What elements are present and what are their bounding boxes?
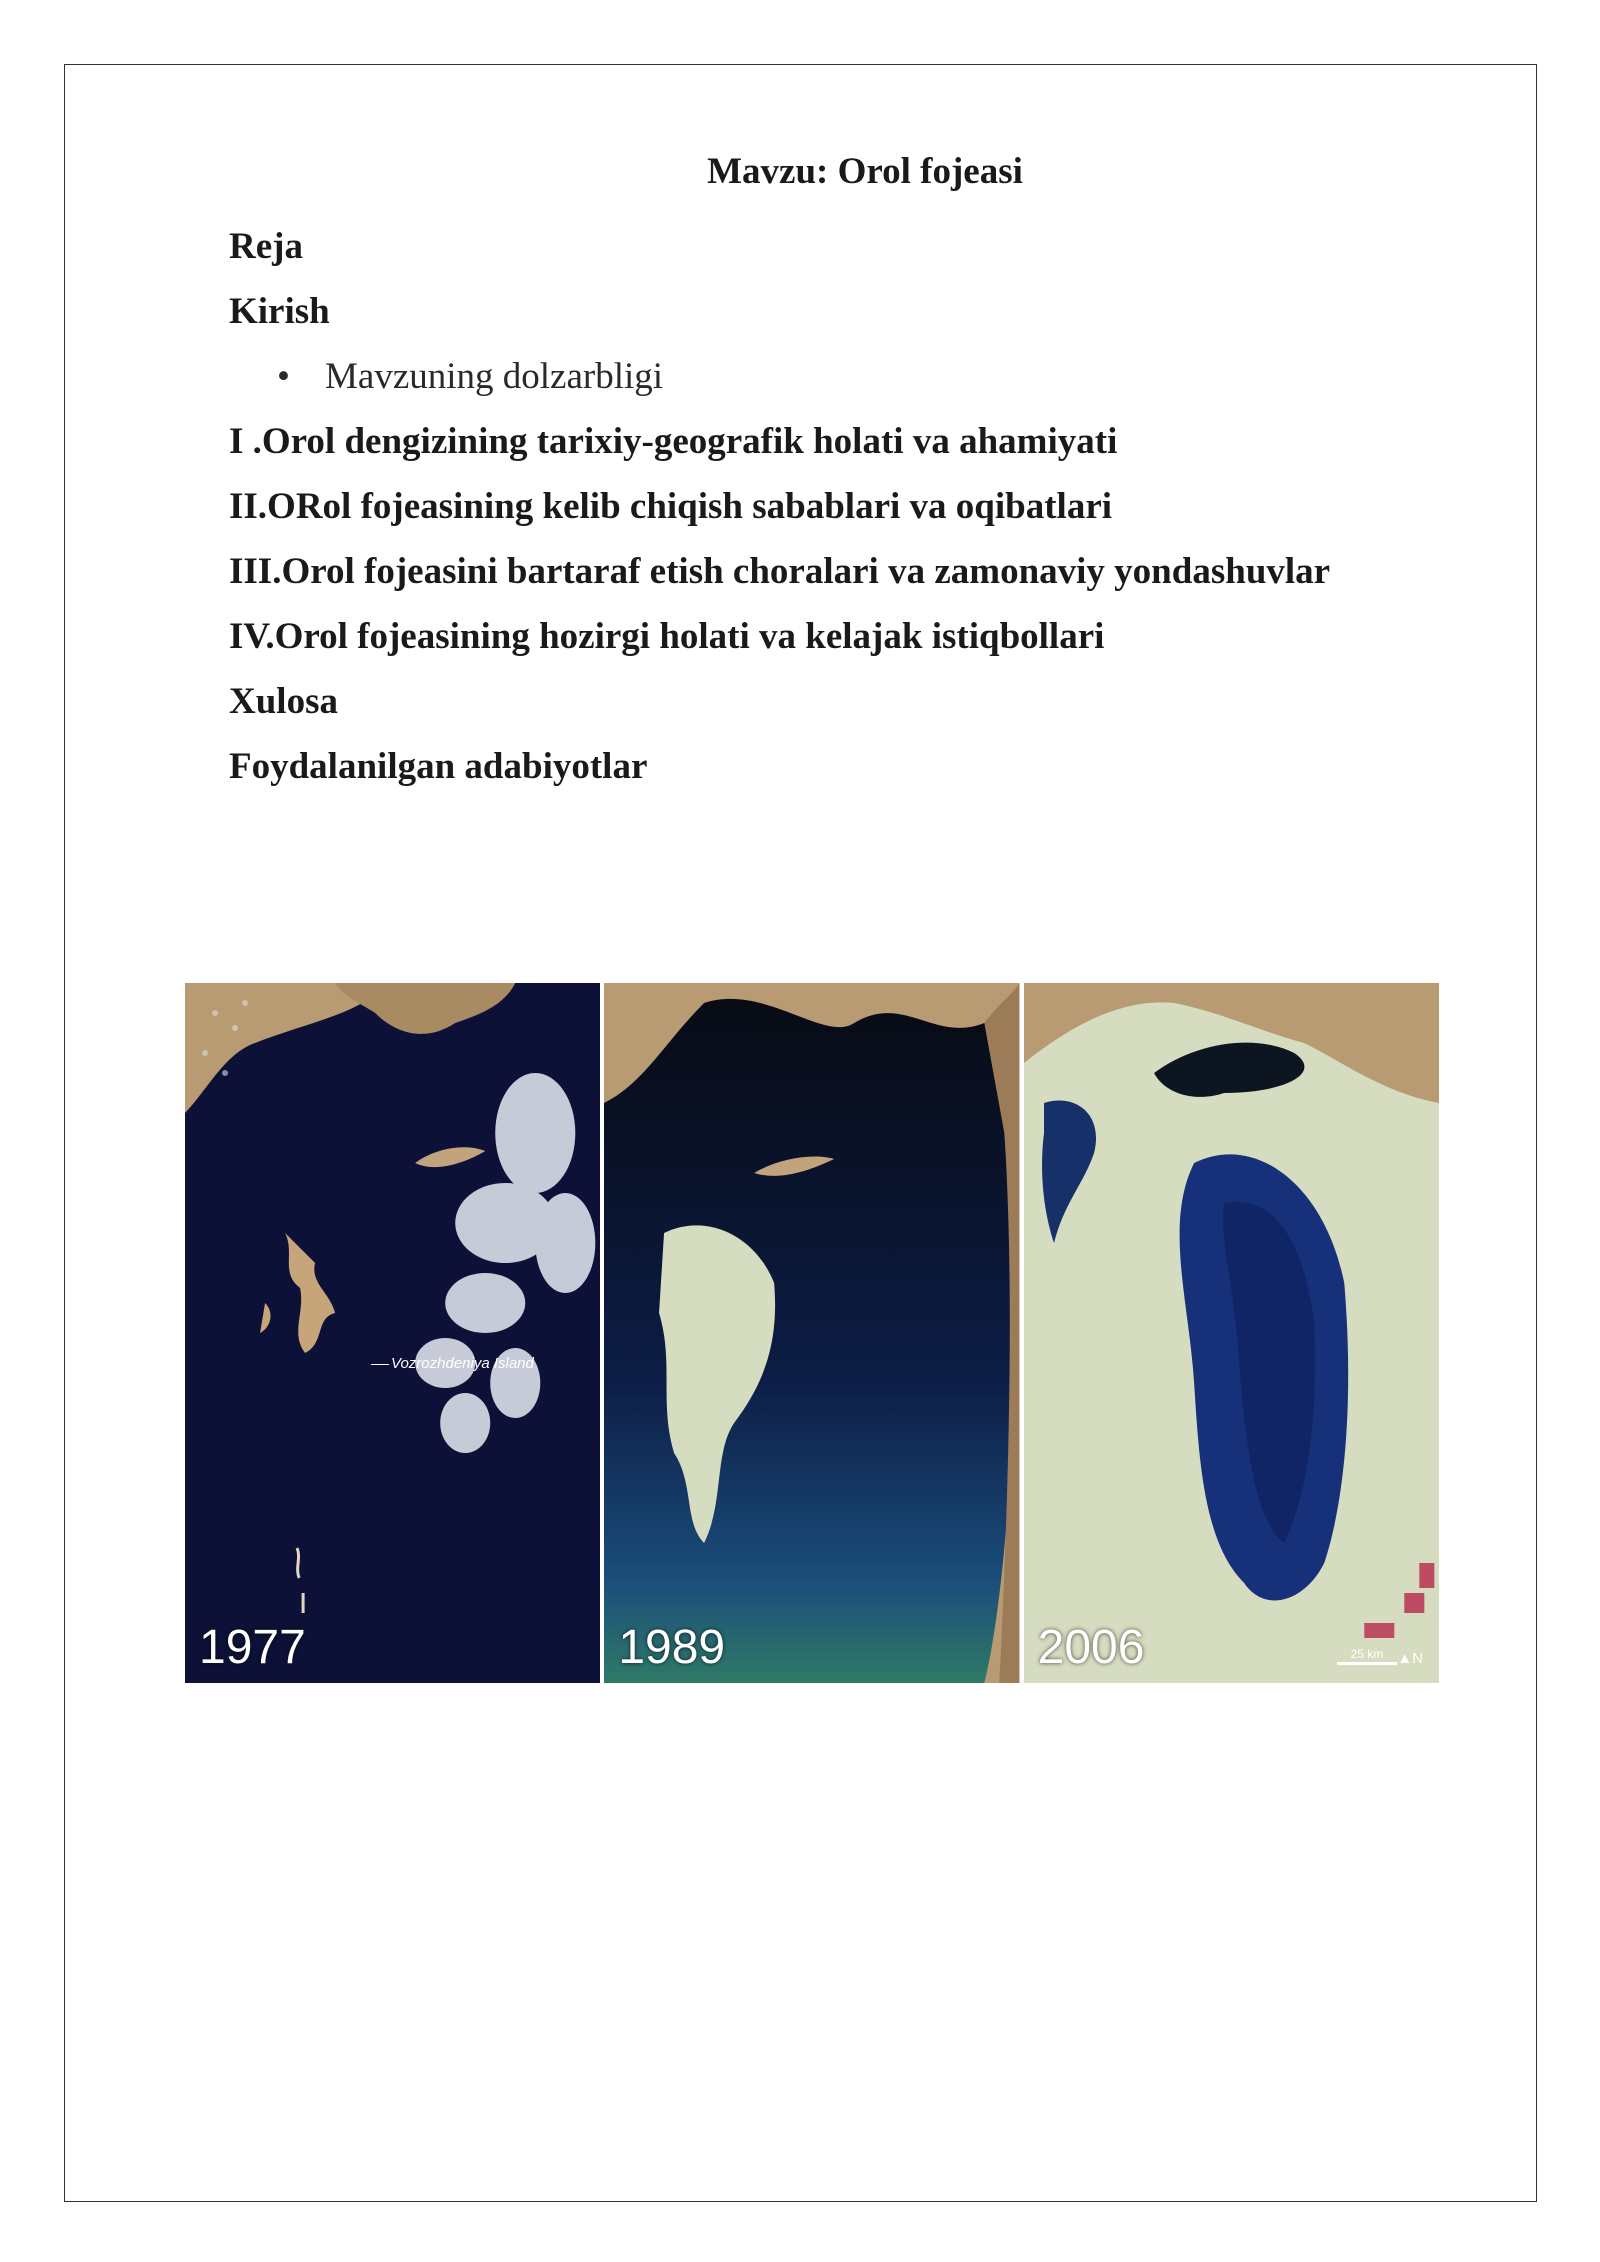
page-title: Mavzu: Orol fojeasi <box>707 151 1023 192</box>
toc-kirish: Kirish <box>229 291 330 332</box>
satellite-image-1977 <box>185 983 600 1683</box>
island-label: Vozrozhdeniya Island <box>371 1355 534 1372</box>
satellite-image-1989 <box>604 983 1019 1683</box>
table-of-contents <box>229 214 1330 799</box>
scale-bar-label: 25 km <box>1350 1647 1384 1661</box>
north-arrow-icon: ▲N <box>1397 1650 1423 1667</box>
toc-section-3: III.Orol fojeasini bartaraf etish choralari va zamonaviy yondashuvlar <box>229 551 1331 592</box>
bullet-icon: • <box>277 356 290 397</box>
year-label-2006: 2006 <box>1037 1621 1145 1674</box>
scale-bar-line <box>1337 1662 1397 1665</box>
satellite-panel-2006 <box>1024 983 1439 1683</box>
aral-sea-satellite-figure <box>185 983 1439 1683</box>
toc-xulosa: Xulosa <box>229 681 338 722</box>
satellite-image-2006 <box>1024 983 1439 1683</box>
toc-section-1: I .Orol dengizining tarixiy-geografik holati va ahamiyati <box>229 421 1118 462</box>
satellite-panel-1977 <box>185 983 600 1683</box>
north-label: N <box>1412 1650 1423 1667</box>
year-label-1977: 1977 <box>199 1621 306 1674</box>
toc-adabiyotlar: Foydalanilgan adabiyotlar <box>229 746 648 787</box>
toc-section-4: IV.Orol fojeasining hozirgi holati va kelajak istiqbollari <box>229 616 1105 657</box>
satellite-panel-1989 <box>604 983 1019 1683</box>
toc-reja: Reja <box>229 226 303 267</box>
year-label-1989: 1989 <box>618 1621 726 1674</box>
scale-bar <box>1337 1647 1397 1665</box>
toc-section-2: II.ORol fojeasining kelib chiqish sabablari va oqibatlari <box>229 486 1113 527</box>
toc-bullet-text: Mavzuning dolzarbligi <box>325 356 664 397</box>
toc-bullet-item <box>229 344 1330 409</box>
